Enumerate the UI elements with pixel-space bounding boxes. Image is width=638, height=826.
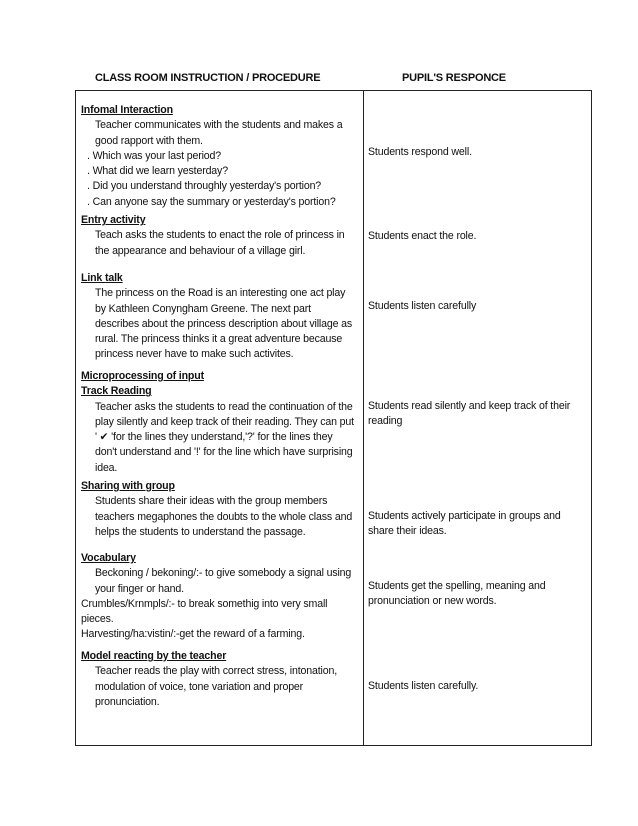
vocab-word: Harvesting/ha:vistin/:-get the reward of a farming. <box>81 628 305 641</box>
section-title: Sharing with group <box>81 480 175 492</box>
question: . What did we learn yesterday? <box>87 165 228 178</box>
vocabulary-block <box>81 551 357 643</box>
section-text: Teacher asks the students to read the continuation of the play silently and keep track of their reading. They can put ' ✔ 'for the lines they understand,'?' for the lines they don't understand and '!' for the line which have surprising idea. <box>95 400 354 474</box>
left-column-header: CLASS ROOM INSTRUCTION / PROCEDURE <box>95 72 321 84</box>
vocab-word: Crumbles/Krnmpls/:- to break somethig into very small pieces. <box>81 597 328 626</box>
vocab-word: Beckoning / bekoning/:- to give somebody a signal using your finger or hand. <box>95 567 352 595</box>
response: Students get the spelling, meaning and pronunciation or new words. <box>368 580 546 608</box>
response: Students listen carefully. <box>368 680 479 692</box>
column-divider <box>363 91 364 745</box>
section-title: Infomal Interaction <box>81 104 173 116</box>
section-text: Teach asks the students to enact the role of princess in the appearance and behaviour of a village girl. <box>95 229 345 257</box>
right-column-header: PUPIL'S RESPONCE <box>402 72 506 84</box>
section-title: Microprocessing of input <box>81 370 204 382</box>
section-title: Model reacting by the teacher <box>81 650 227 662</box>
sharing-block <box>81 479 357 540</box>
lesson-table <box>75 90 592 746</box>
section-text: Teacher reads the play with correct stress, intonation, modulation of voice, tone variation and proper pronunciation. <box>95 665 338 708</box>
microprocessing-block <box>81 369 357 476</box>
model-reading-block <box>81 649 357 710</box>
question: . Did you understand throughly yesterday's portion? <box>87 180 322 193</box>
section-subtitle: Track Reading <box>81 385 152 398</box>
entry-activity-block <box>81 213 357 259</box>
question: . Can anyone say the summary or yesterday's portion? <box>87 195 336 208</box>
section-text: Students share their ideas with the group members teachers megaphones the doubts to the whole class and helps the students to understand the passage. <box>95 495 353 538</box>
section-text: The princess on the Road is an interesting one act play by Kathleen Conyngham Greene. The next part describes about the princess description about village as rural. The princess thinks it a great adventure because princess never have to make such activites. <box>95 287 353 361</box>
section-text: Teacher communicates with the students and makes a good rapport with them. <box>95 119 343 147</box>
response: Students respond well. <box>368 146 472 158</box>
section-title: Entry activity <box>81 214 146 226</box>
link-talk-block <box>81 271 357 363</box>
section-title: Vocabulary <box>81 552 136 564</box>
response: Students actively participate in groups and share their ideas. <box>368 510 561 538</box>
response: Students read silently and keep track of their reading <box>368 400 571 428</box>
question: . Which was your last period? <box>87 149 222 162</box>
response: Students listen carefully <box>368 300 477 312</box>
informal-interaction-block <box>81 103 357 210</box>
response: Students enact the role. <box>368 230 477 242</box>
section-title: Link talk <box>81 272 123 284</box>
